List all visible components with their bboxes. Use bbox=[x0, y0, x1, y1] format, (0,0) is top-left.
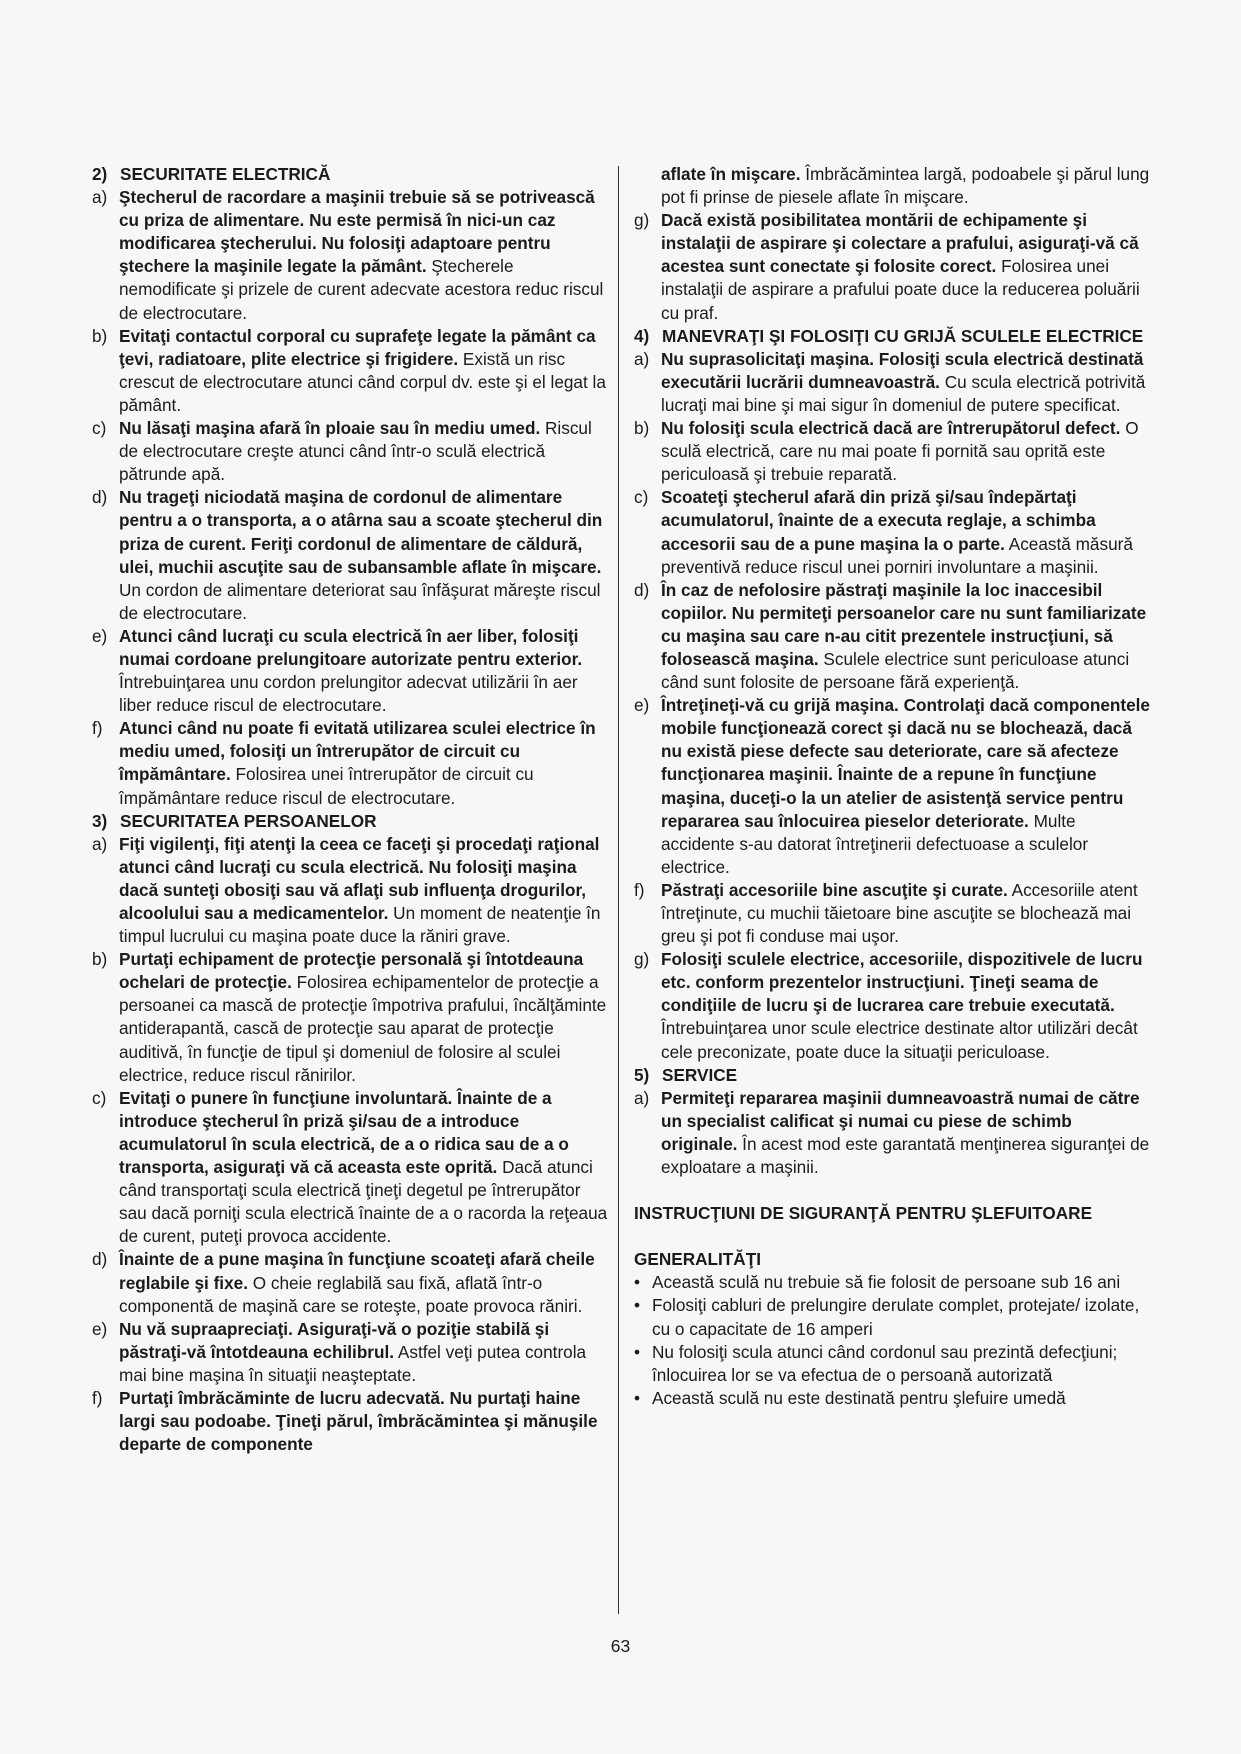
list-item bbox=[92, 717, 610, 809]
list-item bbox=[92, 186, 610, 325]
list-item bbox=[92, 1318, 610, 1387]
item-text: Astfel veţi putea controla mai bine maşina în situaţii neaşteptate. bbox=[119, 1341, 587, 1385]
item-label: e) bbox=[634, 695, 650, 716]
item-text: Un moment de neatenţie în timpul lucrului cu maşina poate duce la răniri grave. bbox=[119, 903, 601, 947]
item-label: d) bbox=[634, 579, 650, 600]
section-number: 2) bbox=[92, 164, 108, 184]
item-text: O sculă electrică, care nu mai poate fi pornită sau oprită este periculoasă şi trebuie reparată. bbox=[661, 418, 1139, 485]
item-label: a) bbox=[92, 187, 108, 208]
section-number: 5) bbox=[634, 1064, 650, 1085]
item-bold-text: Atunci când nu poate fi evitată utilizarea sculei electrice în mediu umed, folosiţi un întrerupător de circuit cu împământare. bbox=[119, 718, 596, 785]
item-bold-text: Nu trageţi niciodată maşina de cordonul de alimentare pentru a o transporta, a o atârna sau a scoate ştecherul din priza de curent. Feriţi cordonul de alimentare de căldură, ulei, muchii ascuţite sau de subansamble aflate în mişcare. bbox=[119, 487, 603, 577]
section-2-heading bbox=[92, 163, 610, 186]
list-item-continuation bbox=[634, 163, 1150, 209]
item-label: b) bbox=[92, 949, 108, 970]
item-bold-text: Scoateţi ştecherul afară din priză şi/sau îndepărtaţi acumulatorul, înainte de a executa reglaje, a schimba accesorii sau de a pune maşina la o parte. bbox=[661, 487, 1096, 554]
item-text: Sculele electrice sunt periculoase atunci când sunt folosite de persoane fără experienţă. bbox=[661, 648, 1130, 693]
item-bold-text: Atunci când lucraţi cu scula electrică în aer liber, folosiţi numai cordoane prelungitoare autorizate pentru exterior. bbox=[119, 625, 583, 669]
item-label: a) bbox=[634, 1087, 650, 1108]
item-bold-text: Nu folosiţi scula electrică dacă are întrerupătorul defect. bbox=[661, 418, 1121, 439]
bullet-item bbox=[634, 1387, 1150, 1410]
section-4-heading bbox=[634, 325, 1150, 348]
item-bold-text: Nu suprasolicitaţi maşina. Folosiţi scula electrică destinată executării lucrării dumneavoastră. bbox=[661, 348, 1144, 392]
item-label: f) bbox=[92, 718, 103, 739]
list-item bbox=[92, 325, 610, 417]
item-bold-text: Întreţineţi-vă cu grijă maşina. Controlaţi dacă componentele mobile funcţionează corect şi dacă nu se blochează, dacă nu există piese defecte sau deteriorate, care să afecteze funcţionarea maşinii. Înainte de a repune în funcţiune maşina, duceţi-o la un atelier de asistenţă service pentru repararea sau înlocuirea pieselor deteriorate. bbox=[661, 695, 1150, 831]
list-item bbox=[92, 833, 610, 948]
bullet-text: Nu folosiţi scula atunci când cordonul sau prezintă defecţiuni; înlocuirea lor se va efectua de o persoană autorizată bbox=[652, 1341, 1118, 1385]
bullet-item bbox=[634, 1294, 1150, 1340]
item-text: Accesoriile atent întreţinute, cu muchii tăietoare bine ascuţite se blochează mai greu şi pot fi conduse mai uşor. bbox=[661, 879, 1138, 947]
list-item bbox=[634, 209, 1150, 324]
item-text: Folosirea echipamentelor de protecţie a persoanei ca mască de protecţie împotriva prafului, încălţăminte antiderapantă, cască de protecţie sau aparat de protecţie auditivă, în funcţie de tipul şi domeniul de folosire al sculei electrice, reduce riscul rănirilor. bbox=[119, 972, 607, 1085]
page-number: 63 bbox=[610, 1636, 631, 1656]
item-bold-text: Fiţi vigilenţi, fiţi atenţi la ceea ce faceţi şi procedaţi raţional atunci când lucraţi cu scula electrică. Nu folosiţi maşina dacă sunteţi obosiţi sau vă aflaţi sub influenţa drogurilor, alcoolului sau a medicamentelor. bbox=[119, 833, 600, 923]
item-bold-text: Permiteţi repararea maşinii dumneavoastră numai de către un specialist calificat şi numai cu piese de schimb originale. bbox=[661, 1087, 1140, 1154]
section-title: SECURITATEA PERSOANELOR bbox=[120, 810, 377, 831]
item-text: Multe accidente s-au datorat întreţinerii defectuoase a sculelor electrice. bbox=[661, 810, 1089, 877]
sander-safety-heading: INSTRUCŢIUNI DE SIGURANŢĂ PENTRU ŞLEFUITOARE bbox=[634, 1203, 1093, 1224]
item-bold-text: Înainte de a pune maşina în funcţiune scoateţi afară cheile reglabile şi fixe. bbox=[119, 1249, 595, 1293]
list-item bbox=[634, 879, 1150, 948]
item-label: f) bbox=[92, 1387, 103, 1408]
item-label: e) bbox=[92, 1318, 108, 1339]
item-bold-text: În caz de nefolosire păstraţi maşinile la loc inaccesibil copiilor. Nu permiteţi persoanelor care nu sunt familiarizate cu maşina sau care n-au citit prezentele instrucţiuni, să folosească maşina. bbox=[661, 579, 1147, 669]
item-bold-text: Nu lăsaţi maşina afară în ploaie sau în mediu umed. bbox=[119, 418, 541, 439]
item-bold-text: Nu vă supraapreciaţi. Asiguraţi-vă o poziţie stabilă şi păstraţi-vă întotdeauna echilibrul. bbox=[119, 1318, 550, 1362]
bullet-mark: • bbox=[634, 1272, 641, 1293]
item-text: Folosirea unei instalaţii de aspirare a prafului poate duce la reducerea poluării cu praf. bbox=[661, 256, 1140, 323]
item-text: În acest mod este garantată menţinerea siguranţei de exploatare a maşinii. bbox=[661, 1133, 1150, 1178]
list-item bbox=[92, 486, 610, 625]
list-item bbox=[634, 948, 1150, 1063]
list-item bbox=[92, 948, 610, 1087]
item-text: Cu scula electrică potrivită lucraţi mai bine şi mai sigur în domeniul de putere specificat. bbox=[661, 371, 1146, 415]
item-label: c) bbox=[92, 1087, 107, 1108]
item-text: Riscul de electrocutare creşte atunci când într-o sculă electrică pătrunde apă. bbox=[119, 418, 592, 485]
list-item bbox=[634, 694, 1150, 879]
section-5-heading bbox=[634, 1064, 1150, 1087]
item-bold-text: Purtaţi echipament de protecţie personală şi întotdeauna ochelari de protecţie. bbox=[119, 949, 584, 993]
list-item bbox=[634, 1087, 1150, 1179]
list-item bbox=[634, 417, 1150, 486]
list-item bbox=[634, 579, 1150, 694]
item-label: b) bbox=[634, 418, 650, 439]
section-title: MANEVRAŢI ŞI FOLOSIŢI CU GRIJĂ SCULELE ELECTRICE bbox=[662, 325, 1144, 346]
item-bold-text: aflate în mişcare. bbox=[661, 164, 801, 184]
bullet-text: Folosiţi cabluri de prelungire derulate complet, protejate/ izolate, cu o capacitate de 16 amperi bbox=[652, 1295, 1140, 1339]
item-label: f) bbox=[634, 879, 645, 900]
list-item bbox=[634, 486, 1150, 578]
item-label: c) bbox=[634, 487, 649, 508]
item-text: Dacă atunci când transportaţi scula electrică ţineţi degetul pe întrerupător sau dacă porniţi scula electrică înainte de a o racorda la reţeaua de curent, puteţi provoca accidente. bbox=[119, 1157, 608, 1247]
list-item bbox=[92, 625, 610, 717]
list-item bbox=[634, 348, 1150, 417]
item-text: Această măsură preventivă reduce riscul unei porniri involuntare a maşinii. bbox=[661, 533, 1133, 577]
section-number: 3) bbox=[92, 810, 108, 831]
item-label: g) bbox=[634, 949, 650, 970]
item-label: a) bbox=[92, 833, 108, 854]
item-label: b) bbox=[92, 325, 108, 346]
section-title: SECURITATE ELECTRICĂ bbox=[120, 164, 331, 184]
item-text: Întrebuinţarea unor scule electrice destinate altor utilizări decât cele preconizate, poate duce la situaţii periculoase. bbox=[661, 1018, 1138, 1062]
general-heading: GENERALITĂŢI bbox=[634, 1249, 761, 1270]
list-item bbox=[92, 1087, 610, 1249]
item-text: Îmbrăcămintea largă, podoabele şi părul lung pot fi prinse de piesele aflate în mişcare. bbox=[661, 164, 1150, 208]
bullet-mark: • bbox=[634, 1387, 641, 1408]
item-text: Întrebuinţarea unu cordon prelungitor adecvat utilizării în aer liber reduce riscul de electrocutare. bbox=[119, 672, 578, 716]
item-label: g) bbox=[634, 210, 650, 231]
right-column bbox=[634, 163, 1150, 1410]
item-label: d) bbox=[92, 1249, 108, 1270]
item-bold-text: Purtaţi îmbrăcăminte de lucru adecvată. Nu purtaţi haine largi sau podoabe. Ţineţi părul, îmbrăcămintea şi mănuşile departe de componente bbox=[119, 1387, 598, 1455]
item-label: c) bbox=[92, 418, 107, 439]
item-label: a) bbox=[634, 348, 650, 369]
bullet-mark: • bbox=[634, 1295, 641, 1316]
item-bold-text: Evitaţi o punere în funcţiune involuntară. Înainte de a introduce ştecherul în priză şi/sau de a introduce acumulatorul în scula electrică, de a o ridica sau de a o transporta, asiguraţi vă că aceasta este oprită. bbox=[119, 1087, 569, 1178]
item-label: d) bbox=[92, 487, 108, 508]
left-column bbox=[92, 163, 610, 1456]
section-3-heading bbox=[92, 810, 610, 833]
item-bold-text: Ştecherul de racordare a maşinii trebuie să se potrivească cu priza de alimentare. Nu este permisă în nici-un caz modificarea ştecherului. Nu folosiţi adaptoare pentru ştechere la maşinile legate la pământ. bbox=[119, 187, 595, 277]
bullet-item bbox=[634, 1341, 1150, 1387]
item-text: O cheie reglabilă sau fixă, aflată într-o componentă de maşină care se roteşte, poate provoca răniri. bbox=[119, 1272, 583, 1316]
bullet-text: Această sculă nu este destinată pentru şlefuire umedă bbox=[652, 1387, 1066, 1408]
bullet-mark: • bbox=[634, 1341, 641, 1362]
list-item bbox=[92, 1248, 610, 1317]
item-text: Un cordon de alimentare deteriorat sau înfăşurat măreşte riscul de electrocutare. bbox=[119, 579, 601, 623]
item-bold-text: Păstraţi accesoriile bine ascuţite şi curate. bbox=[661, 879, 1008, 900]
list-item bbox=[92, 1387, 610, 1456]
item-label: e) bbox=[92, 625, 108, 646]
section-number: 4) bbox=[634, 325, 650, 346]
item-text: Ştecherele nemodificate şi prizele de curent adecvate acestora reduc riscul de electrocutare. bbox=[119, 256, 604, 323]
bullet-text: Această sculă nu trebuie să fie folosit de persoane sub 16 ani bbox=[652, 1272, 1121, 1293]
column-divider bbox=[618, 166, 619, 1614]
item-bold-text: Dacă există posibilitatea montării de echipamente şi instalaţii de aspirare şi colectare a prafului, asiguraţi-vă că acestea sunt conectate şi folosite corect. bbox=[661, 210, 1139, 277]
item-text: Există un risc crescut de electrocutare atunci când corpul dv. este şi el legat la pământ. bbox=[119, 348, 606, 415]
section-title: SERVICE bbox=[662, 1064, 738, 1085]
bullet-item bbox=[634, 1271, 1150, 1294]
item-text: Folosirea unei întrerupător de circuit cu împământare reduce riscul de electrocutare. bbox=[119, 764, 534, 808]
list-item bbox=[92, 417, 610, 486]
item-bold-text: Evitaţi contactul corporal cu suprafeţe legate la pământ ca ţevi, radiatoare, plite electrice şi frigidere. bbox=[119, 325, 596, 369]
item-bold-text: Folosiţi sculele electrice, accesoriile, dispozitivele de lucru etc. conform prezentelor instrucţiuni. Ţineţi seama de condiţiile de lucru şi de lucrarea care trebuie executată. bbox=[661, 949, 1143, 1016]
